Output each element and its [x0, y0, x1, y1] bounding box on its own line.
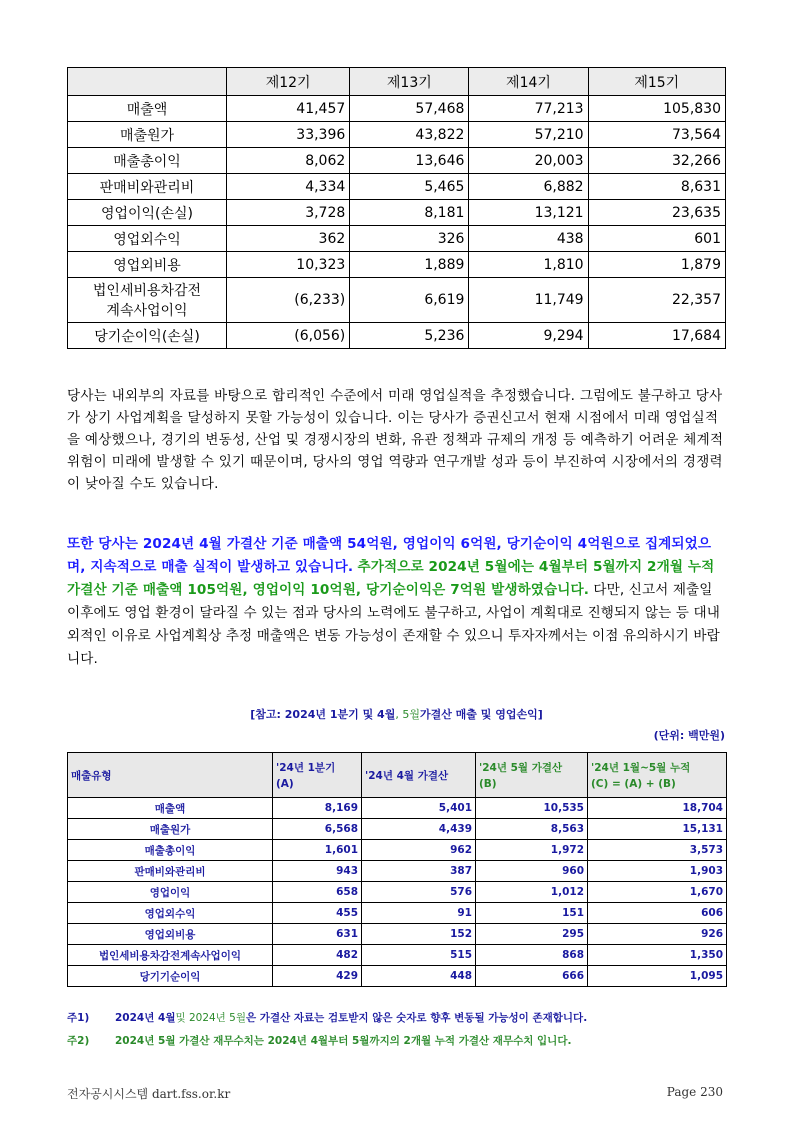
table-cell: 11,749: [469, 278, 588, 323]
table-cell: 8,181: [350, 200, 469, 226]
table-cell: 6,882: [469, 174, 588, 200]
table-row: [68, 861, 727, 882]
table-cell: 3,573: [588, 840, 727, 861]
table-cell: (6,233): [227, 278, 350, 323]
row-label: 영업이익(손실): [68, 200, 227, 226]
table-row: [68, 966, 727, 987]
table-row: [68, 798, 727, 819]
table-row: [68, 819, 727, 840]
table-row: [68, 840, 727, 861]
row-label: 판매비와관리비: [68, 861, 273, 882]
reference-title-part: 가결산 매출 및 영업손익]: [419, 708, 543, 721]
table-cell: 606: [588, 903, 727, 924]
row-label: 매출원가: [68, 122, 227, 148]
table-cell: 33,396: [227, 122, 350, 148]
table-cell: 482: [273, 945, 362, 966]
row-label: 매출총이익: [68, 148, 227, 174]
table-header-cell: 제13기: [350, 68, 469, 96]
table-row: [68, 945, 727, 966]
table-cell: 1,810: [469, 252, 588, 278]
table-cell: 13,121: [469, 200, 588, 226]
table-header-cell: 제15기: [588, 68, 725, 96]
row-label: 영업외수익: [68, 903, 273, 924]
table-cell: 10,323: [227, 252, 350, 278]
table-cell: 5,465: [350, 174, 469, 200]
table-cell: 13,646: [350, 148, 469, 174]
table-row: [68, 122, 726, 148]
table-cell: 8,563: [476, 819, 588, 840]
footer-source: 전자공시시스템 dart.fss.or.kr: [67, 1087, 231, 1101]
table-cell: 6,568: [273, 819, 362, 840]
table-header-cell: [68, 68, 227, 96]
table-cell: 1,889: [350, 252, 469, 278]
table-cell: 515: [362, 945, 476, 966]
row-label: 매출총이익: [68, 840, 273, 861]
note-text: 2024년 4월: [115, 1012, 176, 1024]
financial-table-annual: [67, 67, 726, 349]
table-cell: 6,619: [350, 278, 469, 323]
table-cell: 15,131: [588, 819, 727, 840]
table-header-cell: 제12기: [227, 68, 350, 96]
table-cell: 73,564: [588, 122, 725, 148]
table-cell: 438: [469, 226, 588, 252]
table-row: [68, 148, 726, 174]
table-row: [68, 882, 727, 903]
table-cell: 1,879: [588, 252, 725, 278]
table-row: [68, 323, 726, 349]
header-q1-label: '24년 1분기: [276, 762, 336, 774]
row-label: 매출액: [68, 96, 227, 122]
row-label: 매출원가: [68, 819, 273, 840]
row-label: 영업외비용: [68, 252, 227, 278]
table-cell: 429: [273, 966, 362, 987]
table-cell: 8,169: [273, 798, 362, 819]
table-cell: 32,266: [588, 148, 725, 174]
table-cell: 1,903: [588, 861, 727, 882]
table-row: [68, 200, 726, 226]
highlight-april-results: 또한 당사는 2024년 4월 가결산 기준 매출액 54억원, 영업이익 6억원, 당기순이익 4억원으로 집계되었으며, 지속적으로 매출 실적이 발생하고 있습니다.: [67, 536, 712, 575]
table-row: [68, 924, 727, 945]
paragraph-risk: 당사는 내외부의 자료를 바탕으로 합리적인 수준에서 미래 영업실적을 추정했습니다. 그럼에도 불구하고 당사가 상기 사업계획을 달성하지 못할 가능성이 있습니다. 이는 당사가 증권신고서 현재 시점에서 미래 영업실적을 예상했으나, 경기의 변동성, 산업 및 경쟁시장의 변화, 유관 정책과 규제의 개정 등 예측하기 어려운 체계적 위험이 미래에 발생할 수 있기 때문이며, 당사의 영업 역량과 연구개발 성과 등이 부진하여 시장에서의 경쟁력이 낮아질 수도 있습니다.: [67, 388, 724, 492]
table-cell: 105,830: [588, 96, 725, 122]
note-text: 은 가결산 자료는 검토받지 않은 숫자로 향후 변동될 가능성이 존재합니다.: [246, 1012, 588, 1024]
table-cell: 5,236: [350, 323, 469, 349]
table-cell: 8,631: [588, 174, 725, 200]
header-may: [476, 753, 588, 798]
table-cell: 18,704: [588, 798, 727, 819]
table-cell: 666: [476, 966, 588, 987]
table-cell: 1,601: [273, 840, 362, 861]
row-label: 법인세비용차감전계속사업이익: [68, 945, 273, 966]
table-cell: 20,003: [469, 148, 588, 174]
table-cell: 8,062: [227, 148, 350, 174]
row-label: 영업이익: [68, 882, 273, 903]
note-tag: 주2): [67, 1035, 90, 1047]
row-label: 당기순이익(손실): [68, 323, 227, 349]
row-label: 영업외수익: [68, 226, 227, 252]
table-row: [68, 96, 726, 122]
highlight-may-results: 추가적으로 2024년 5월에는 4월부터 5월까지 2개월 누적 가결산 기준 매출액 105억원, 영업이익 10억원, 당기순이익은 7억원 발생하였습니다.: [67, 559, 715, 598]
table-cell: 448: [362, 966, 476, 987]
header-cumulative-sub: (C) = (A) + (B): [591, 778, 676, 790]
table-cell: 631: [273, 924, 362, 945]
note-2: [67, 1033, 571, 1048]
table-cell: 1,350: [588, 945, 727, 966]
table-cell: 151: [476, 903, 588, 924]
row-label: 매출액: [68, 798, 273, 819]
header-q1-sub: (A): [276, 778, 294, 790]
reference-title: [0, 706, 793, 722]
table-cell: 1,095: [588, 966, 727, 987]
header-april: '24년 4월 가결산: [362, 753, 476, 798]
table-cell: 576: [362, 882, 476, 903]
table-cell: 4,439: [362, 819, 476, 840]
table-cell: 91: [362, 903, 476, 924]
table-cell: 1,012: [476, 882, 588, 903]
table-cell: 960: [476, 861, 588, 882]
reference-title-part: [참고: 2024년 1분기 및 4월: [250, 708, 396, 721]
table-cell: 658: [273, 882, 362, 903]
table-cell: 77,213: [469, 96, 588, 122]
table-cell: 1,670: [588, 882, 727, 903]
table-cell: 9,294: [469, 323, 588, 349]
header-may-sub: (B): [479, 778, 497, 790]
table-cell: 326: [350, 226, 469, 252]
table-row: [68, 174, 726, 200]
header-cumulative: [588, 753, 727, 798]
paragraph-interim-results: [67, 533, 727, 671]
table-cell: 362: [227, 226, 350, 252]
table-cell: 387: [362, 861, 476, 882]
table-row: [68, 252, 726, 278]
table-row: [68, 226, 726, 252]
header-may-label: '24년 5월 가결산: [479, 762, 563, 774]
page-number: Page 230: [666, 1085, 723, 1099]
header-sales-type: 매출유형: [68, 753, 273, 798]
table-row: [68, 278, 726, 323]
table-header-cell: 제14기: [469, 68, 588, 96]
row-label: 판매비와관리비: [68, 174, 227, 200]
row-label: 당기기순이익: [68, 966, 273, 987]
table-cell: 152: [362, 924, 476, 945]
paragraph-caution: 다만, 신고서 제출일 이후에도 영업 환경이 달라질 수 있는 점과 당사의 노력에도 불구하고, 사업이 계획대로 진행되지 않는 등 대내외적인 이유로 사업계획상 추정 매출액은 변동 가능성이 존재할 수 있으니 투자자께서는 이점 유의하시기 바랍니다.: [67, 582, 720, 667]
row-label: 법인세비용차감전 계속사업이익: [68, 278, 227, 323]
table-cell: 943: [273, 861, 362, 882]
header-cumulative-label: '24년 1월~5월 누적: [591, 762, 691, 774]
unit-label: (단위: 백만원): [653, 729, 725, 742]
table-cell: 41,457: [227, 96, 350, 122]
note-tag: 주1): [67, 1012, 90, 1024]
reference-title-part: , 5월: [395, 708, 420, 721]
table-cell: 23,635: [588, 200, 725, 226]
table-header-row: [68, 753, 727, 798]
table-header-row: [68, 68, 726, 96]
table-cell: (6,056): [227, 323, 350, 349]
table-row: [68, 903, 727, 924]
table-cell: 17,684: [588, 323, 725, 349]
table-cell: 22,357: [588, 278, 725, 323]
table-cell: 57,210: [469, 122, 588, 148]
table-cell: 926: [588, 924, 727, 945]
table-cell: 962: [362, 840, 476, 861]
header-q1: [273, 753, 362, 798]
table-cell: 868: [476, 945, 588, 966]
table-cell: 10,535: [476, 798, 588, 819]
table-cell: 5,401: [362, 798, 476, 819]
table-cell: 57,468: [350, 96, 469, 122]
table-cell: 1,972: [476, 840, 588, 861]
table-cell: 601: [588, 226, 725, 252]
table-cell: 43,822: [350, 122, 469, 148]
note-1: [67, 1010, 587, 1025]
table-cell: 455: [273, 903, 362, 924]
table-cell: 295: [476, 924, 588, 945]
table-cell: 4,334: [227, 174, 350, 200]
row-label: 영업외비용: [68, 924, 273, 945]
note-text: 2024년 5월 가결산 재무수치는 2024년 4월부터 5월까지의 2개월 누적 가결산 재무수치 입니다.: [115, 1035, 572, 1047]
note-text: 및 2024년 5월: [175, 1012, 246, 1024]
interim-results-table: [67, 752, 727, 987]
table-cell: 3,728: [227, 200, 350, 226]
